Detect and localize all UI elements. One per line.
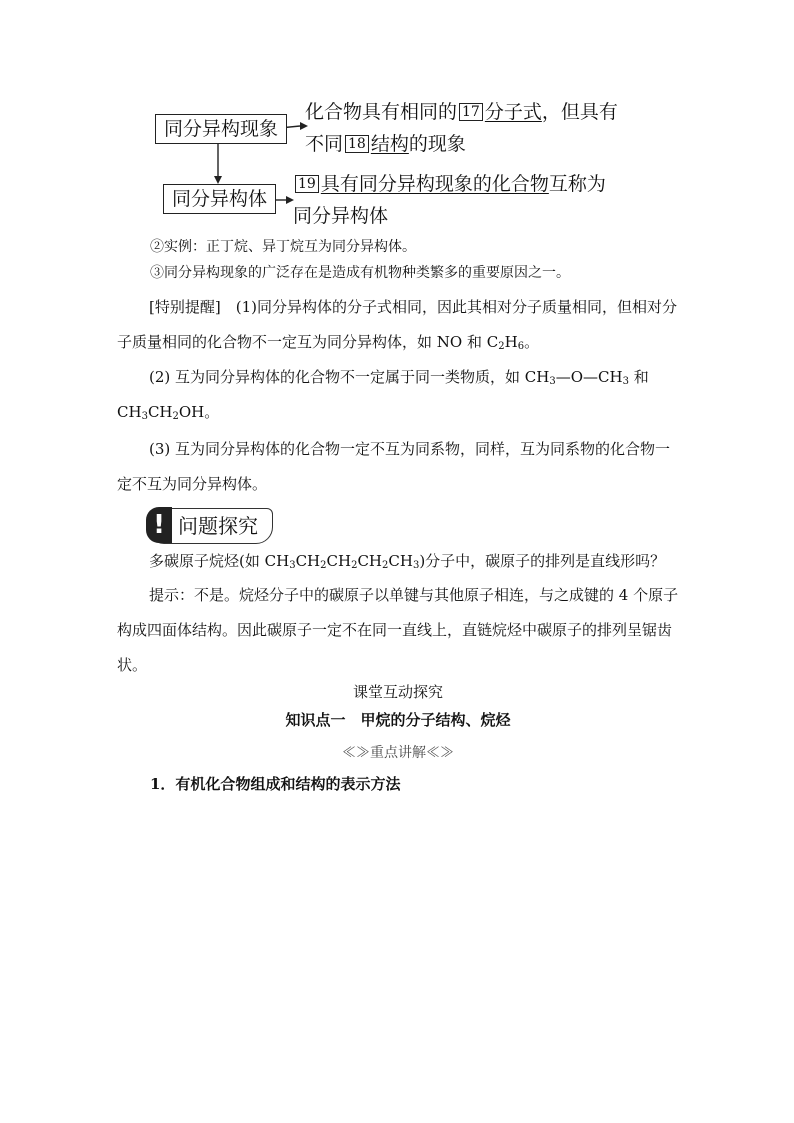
def-text: ，但具有 [541,101,618,123]
q-text: CH [326,552,352,570]
tip-text: (1)同分异构体的分子式相同，因此其相对分子质量相同，但相对分子质量相同的化合物不一定互为同分异构体，如 NO 和 C [117,298,677,351]
def-text: 化合物具有相同的 [305,101,458,123]
isomer-concept-diagram [150,96,630,226]
q-text: 多碳原子烷烃(如 CH [149,552,290,570]
isomer-box: 同分异构体 [163,184,276,214]
tip-label: [特别提醒] [149,298,221,316]
question-banner [147,508,273,544]
tip-text: (2) 互为同分异构体的化合物不一定属于同一类物质，如 CH [149,368,550,386]
q-text: CH [388,552,413,570]
knowledge-point-title: 知识点一 甲烷的分子结构、烷烃 [285,711,511,729]
def-text: 互称为 [548,173,606,195]
phenomenon-definition [305,96,618,160]
section-title: 课堂互动探究 [352,683,443,701]
def-text: 不同 [305,133,344,155]
subscript: 2 [382,560,389,571]
tip-text: 。 [524,333,540,351]
tip-text: OH。 [178,403,220,421]
q-text: CH [295,552,321,570]
subscript: 3 [412,560,420,571]
tip-text: CH [147,403,173,421]
tip-paragraph-1 [117,290,679,360]
isomer-definition [293,168,606,232]
key-explanation-tag: ≪≫重点讲解≪≫ [342,745,454,761]
subscript: 2 [498,341,505,352]
subscript: 2 [320,560,327,571]
q-text: CH [357,552,382,570]
tip-text: H [504,333,518,351]
answer-structure: 结构 [370,133,409,155]
phenomenon-box: 同分异构现象 [155,114,287,144]
tip-paragraph-3: (3) 互为同分异构体的化合物一定不互为同系物，同样，互为同系物的化合物一定不互为同分异构体。 [117,440,671,493]
q-text: )分子中，碳原子的排列是直线形吗？ [419,552,666,570]
exclamation-icon: ! [146,507,172,543]
tip-text: 和 CH [117,368,649,421]
answer-text: 提示：不是。烷烃分子中的碳原子以单键与其他原子相连，与之成键的 4 个原子构成四面体结构。因此碳原子一定不在同一直线上，直链烷烃中碳原子的排列呈锯齿状。 [117,586,679,674]
banner-title: 问题探究 [178,514,258,538]
blank-number-18: 18 [345,135,369,153]
answer-molecular-formula: 分子式 [484,101,542,123]
blank-number-17: 17 [459,103,483,121]
example-item: ②实例：正丁烷、异丁烷互为同分异构体。 [150,239,416,255]
tip-text: —O—CH [555,368,623,386]
tip-paragraph-2 [117,360,679,430]
question-text [117,544,679,579]
subscript: 2 [351,560,358,571]
def-text: 同分异构体 [293,205,389,227]
subscript: 3 [141,411,148,422]
cause-item: ③同分异构现象的广泛存在是造成有机物种类繁多的重要原因之一。 [150,265,570,281]
answer-compounds: 具有同分异构现象的化合物 [320,173,549,195]
def-text: 的现象 [408,133,466,155]
subscript: 3 [549,376,556,387]
blank-number-19: 19 [295,175,319,193]
subsection-heading: 1．有机化合物组成和结构的表示方法 [150,775,401,793]
subscript: 2 [172,411,179,422]
subscript: 3 [289,560,296,571]
subscript: 3 [622,376,629,387]
subscript: 6 [517,341,525,352]
